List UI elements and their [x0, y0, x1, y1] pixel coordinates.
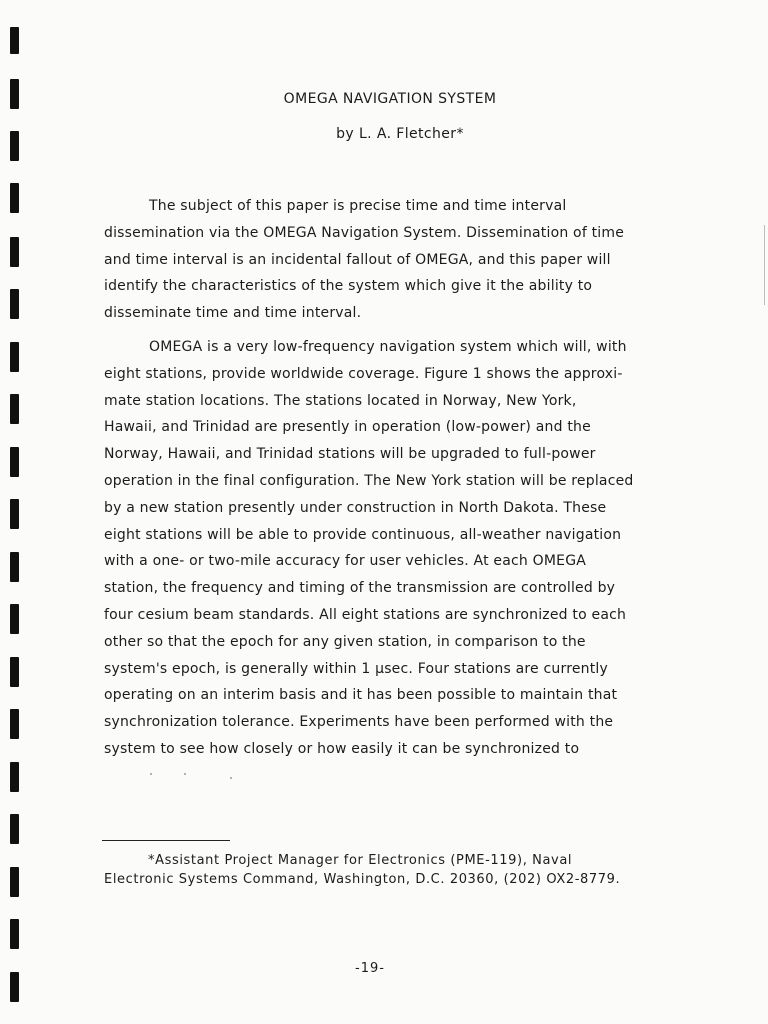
paragraph-line: four cesium beam standards. All eight stations are synchronized to each	[104, 606, 627, 623]
document-title: OMEGA NAVIGATION SYSTEM	[283, 91, 497, 107]
paragraph-line: with a one- or two-mile accuracy for user vehicles. At each OMEGA	[104, 553, 587, 570]
footnote-line: Electronic Systems Command, Washington, D.C. 20360, (202) OX2-8779.	[104, 872, 621, 887]
binding-mark	[10, 552, 19, 582]
binding-marks	[0, 0, 30, 1024]
binding-mark	[10, 919, 19, 949]
paragraph-line: eight stations will be able to provide continuous, all-weather navigation	[104, 526, 622, 543]
binding-mark	[10, 237, 19, 267]
paragraph-line: OMEGA is a very low-frequency navigation system which will, with	[149, 339, 627, 355]
binding-mark	[10, 709, 19, 739]
binding-mark	[10, 499, 19, 529]
paragraph-line: station, the frequency and timing of the transmission are controlled by	[104, 580, 616, 597]
paragraph-line: eight stations, provide worldwide coverage. Figure 1 shows the approxi-	[104, 365, 623, 382]
paragraph-line: Norway, Hawaii, and Trinidad stations will be upgraded to full-power	[104, 446, 596, 463]
footnote-divider	[102, 840, 230, 841]
binding-mark	[10, 27, 19, 54]
footnote-line: *Assistant Project Manager for Electronics (PME-119), Naval	[148, 853, 573, 868]
paragraph-line: by a new station presently under construction in North Dakota. These	[104, 499, 607, 516]
binding-mark	[10, 972, 19, 1002]
binding-mark	[10, 814, 19, 844]
binding-mark	[10, 867, 19, 897]
page-number: -19-	[355, 961, 385, 976]
binding-mark	[10, 394, 19, 424]
paragraph-line: system to see how closely or how easily it can be synchronized to	[104, 740, 580, 757]
paragraph-line: system's epoch, is generally within 1 µsec. Four stations are currently	[104, 660, 608, 677]
paragraph-line: operating on an interim basis and it has been possible to maintain that	[104, 687, 618, 704]
scan-speck	[150, 773, 152, 775]
scan-specks	[150, 771, 250, 781]
footnote	[104, 851, 704, 889]
paragraph-2	[104, 334, 684, 763]
binding-mark	[10, 604, 19, 634]
paragraph-1	[104, 193, 684, 327]
paragraph-line: synchronization tolerance. Experiments have been performed with the	[104, 714, 614, 731]
binding-mark	[10, 447, 19, 477]
paragraph-line: identify the characteristics of the system which give it the ability to	[104, 278, 593, 295]
paragraph-line: operation in the final configuration. The New York station will be replaced	[104, 472, 634, 489]
paragraph-line: other so that the epoch for any given station, in comparison to the	[104, 633, 586, 650]
scan-speck	[184, 773, 186, 775]
binding-mark	[10, 657, 19, 687]
binding-mark	[10, 183, 19, 213]
scan-speck	[230, 777, 232, 779]
paragraph-line: disseminate time and time interval.	[104, 305, 362, 322]
binding-mark	[10, 289, 19, 319]
binding-mark	[10, 342, 19, 372]
paragraph-line: mate station locations. The stations located in Norway, New York,	[104, 392, 577, 409]
paragraph-line: Hawaii, and Trinidad are presently in operation (low-power) and the	[104, 419, 591, 436]
paragraph-line: and time interval is an incidental fallout of OMEGA, and this paper will	[104, 251, 611, 268]
binding-mark	[10, 762, 19, 792]
paragraph-line: The subject of this paper is precise time and time interval	[149, 198, 567, 214]
paragraph-line: dissemination via the OMEGA Navigation System. Dissemination of time	[104, 224, 625, 241]
scan-edge-line	[764, 225, 765, 305]
author-byline: by L. A. Fletcher*	[336, 126, 464, 142]
